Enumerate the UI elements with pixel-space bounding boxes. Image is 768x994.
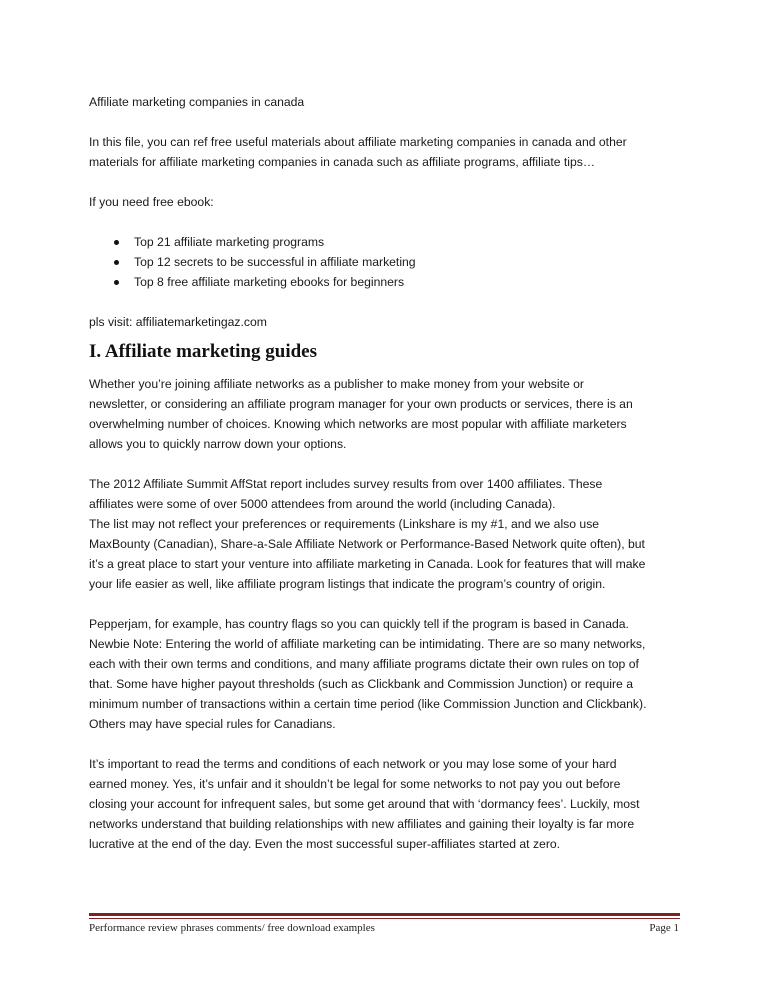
text-line: minimum number of transactions within a certain time period (like Commission Junction and Clickbank).	[89, 697, 647, 711]
text-line: Newbie Note: Entering the world of affiliate marketing can be intimidating. There are so many networks,	[89, 637, 646, 651]
text-line: lucrative at the end of the day. Even the most successful super-affiliates started at zero.	[89, 837, 561, 851]
list-item-label: Top 21 affiliate marketing programs	[134, 235, 325, 249]
text-line: closing your account for infrequent sales, but some get around that with ‘dormancy fees’. Luckily, most	[89, 797, 640, 811]
text-line: materials for affiliate marketing companies in canada such as affiliate programs, affiliate tips…	[89, 155, 596, 169]
text-line: The 2012 Affiliate Summit AffStat report includes survey results from over 1400 affiliates. These	[89, 477, 603, 491]
page-content	[89, 92, 689, 854]
body-paragraph	[89, 474, 689, 594]
text-line: MaxBounty (Canadian), Share-a-Sale Affiliate Network or Performance-Based Network quite often), but	[89, 537, 645, 551]
visit-line: pls visit: affiliatemarketingaz.com	[89, 315, 267, 329]
bullet-icon	[114, 240, 119, 245]
text-line: Whether you’re joining affiliate networks as a publisher to make money from your website or	[89, 377, 584, 391]
text-line: The list may not reflect your preferences or requirements (Linkshare is my #1, and we also use	[89, 517, 600, 531]
body-paragraph	[89, 754, 689, 854]
text-line: affiliates were some of over 5000 attendees from around the world (including Canada).	[89, 497, 556, 511]
body-paragraph	[89, 374, 689, 454]
list-item	[89, 232, 689, 252]
text-line: Others may have special rules for Canadians.	[89, 717, 336, 731]
bullet-icon	[114, 280, 119, 285]
text-line: In this file, you can ref free useful materials about affiliate marketing companies in canada and other	[89, 135, 627, 149]
ebook-prompt: If you need free ebook:	[89, 195, 214, 209]
text-line: networks understand that building relationships with new affiliates and gaining their loyalty is far more	[89, 817, 635, 831]
list-item	[89, 272, 689, 292]
list-item	[89, 252, 689, 272]
ebook-list	[89, 232, 689, 292]
footer-text: Performance review phrases comments/ free download examples	[89, 922, 375, 934]
footer-divider	[89, 913, 680, 916]
text-line: earned money. Yes, it’s unfair and it shouldn’t be legal for some networks to not pay you out before	[89, 777, 621, 791]
body-paragraph	[89, 614, 689, 734]
intro-paragraph	[89, 132, 689, 172]
text-line: your life easier as well, like affiliate program listings that indicate the program’s country of origin.	[89, 577, 606, 591]
text-line: it’s a great place to start your venture into affiliate marketing in Canada. Look for features that will make	[89, 557, 646, 571]
bullet-icon	[114, 260, 119, 265]
list-item-label: Top 12 secrets to be successful in affiliate marketing	[134, 255, 416, 269]
text-line: Pepperjam, for example, has country flags so you can quickly tell if the program is based in Canada.	[89, 617, 629, 631]
text-line: that. Some have higher payout thresholds (such as Clickbank and Commission Junction) or require a	[89, 677, 633, 691]
text-line: allows you to quickly narrow down your options.	[89, 437, 347, 451]
document-title-line: Affiliate marketing companies in canada	[89, 95, 305, 109]
text-line: It’s important to read the terms and conditions of each network or you may lose some of your hard	[89, 757, 617, 771]
page-number: Page 1	[649, 922, 679, 934]
section-heading: I. Affiliate marketing guides	[89, 341, 317, 362]
text-line: newsletter, or considering an affiliate program manager for your own products or services, there is an	[89, 397, 633, 411]
text-line: overwhelming number of choices. Knowing which networks are most popular with affiliate marketers	[89, 417, 627, 431]
list-item-label: Top 8 free affiliate marketing ebooks for beginners	[134, 275, 405, 289]
text-line: each with their own terms and conditions, and many affiliate programs dictate their own rules on top of	[89, 657, 639, 671]
footer-divider-thin	[89, 918, 680, 919]
